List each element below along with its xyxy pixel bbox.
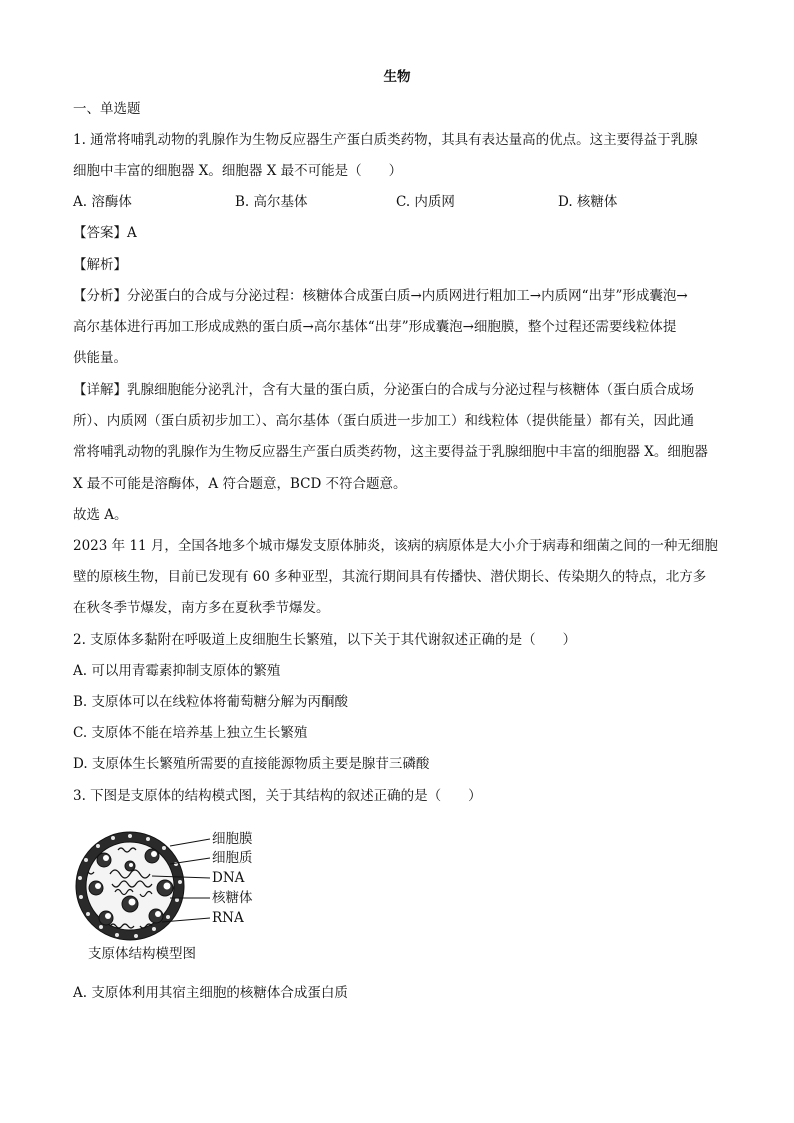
q1-analysis-tag: 【解析】 [73,257,127,273]
q1-fenxi-line1: 【分析】分泌蛋白的合成与分泌过程：核糖体合成蛋白质→内质网进行粗加工→内质网“出芽”形成囊泡→ [73,288,688,304]
q1-stem-line1: 1. 通常将哺乳动物的乳腺作为生物反应器生产蛋白质类药物，其具有表达量高的优点。这主要得益于乳腺 [73,132,698,148]
figure-caption: 支原体结构模型图 [88,946,196,962]
passage-line2: 壁的原核生物，目前已发现有 60 多种亚型，其流行期间具有传播快、潜伏期长、传染期久的特点，北方多 [73,569,707,585]
label-cytoplasm: 细胞质 [212,850,253,866]
passage-line1: 2023 年 11 月，全国各地多个城市爆发支原体肺炎，该病的病原体是大小介于病毒和细菌之间的一种无细胞 [73,538,718,554]
passage-line3: 在秋冬季节爆发，南方多在夏秋季节爆发。 [73,600,330,616]
q1-stem-line2: 细胞中丰富的细胞器 X。细胞器 X 最不可能是（ ） [73,163,403,179]
q3-option-a: A. 支原体利用其宿主细胞的核糖体合成蛋白质 [73,985,348,1001]
q1-xiangjie-line1: 【详解】乳腺细胞能分泌乳汁，含有大量的蛋白质，分泌蛋白的合成与分泌过程与核糖体（蛋白质合成场 [73,382,694,398]
section-heading: 一、单选题 [73,101,141,117]
label-cell-membrane: 细胞膜 [212,831,253,847]
page-title: 生物 [383,69,411,85]
q2-option-a: A. 可以用青霉素抑制支原体的繁殖 [73,663,281,679]
label-dna: DNA [212,870,245,886]
q1-fenxi-line2: 高尔基体进行再加工形成成熟的蛋白质→高尔基体“出芽”形成囊泡→细胞膜，整个过程还需要线粒体提 [73,319,677,335]
q1-option-a: A. 溶酶体 [73,194,132,210]
q2-option-d: D. 支原体生长繁殖所需要的直接能源物质主要是腺苷三磷酸 [73,756,430,772]
q1-option-d: D. 核糖体 [558,194,618,210]
q2-option-c: C. 支原体不能在培养基上独立生长繁殖 [73,725,308,741]
mycoplasma-structure-figure [70,826,270,966]
q1-xiangjie-line4: X 最不可能是溶酶体，A 符合题意，BCD 不符合题意。 [73,476,407,492]
q1-conclusion: 故选 A。 [73,507,128,523]
q3-stem: 3. 下图是支原体的结构模式图，关于其结构的叙述正确的是（ ） [73,788,482,804]
q1-answer: 【答案】A [73,225,137,241]
q2-option-b: B. 支原体可以在线粒体将葡萄糖分解为丙酮酸 [73,694,349,710]
label-ribosome: 核糖体 [212,890,253,906]
q1-fenxi-line3: 供能量。 [73,350,127,366]
label-rna: RNA [212,910,244,926]
q1-option-c: C. 内质网 [396,194,455,210]
q2-stem: 2. 支原体多黏附在呼吸道上皮细胞生长繁殖，以下关于其代谢叙述正确的是（ ） [73,632,577,648]
q1-xiangjie-line2: 所）、内质网（蛋白质初步加工）、高尔基体（蛋白质进一步加工）和线粒体（提供能量）都有关，因此通 [73,413,694,429]
q1-xiangjie-line3: 常将哺乳动物的乳腺作为生物反应器生产蛋白质类药物，这主要得益于乳腺细胞中丰富的细胞器 X。细胞器 [73,444,708,460]
q1-option-b: B. 高尔基体 [235,194,308,210]
